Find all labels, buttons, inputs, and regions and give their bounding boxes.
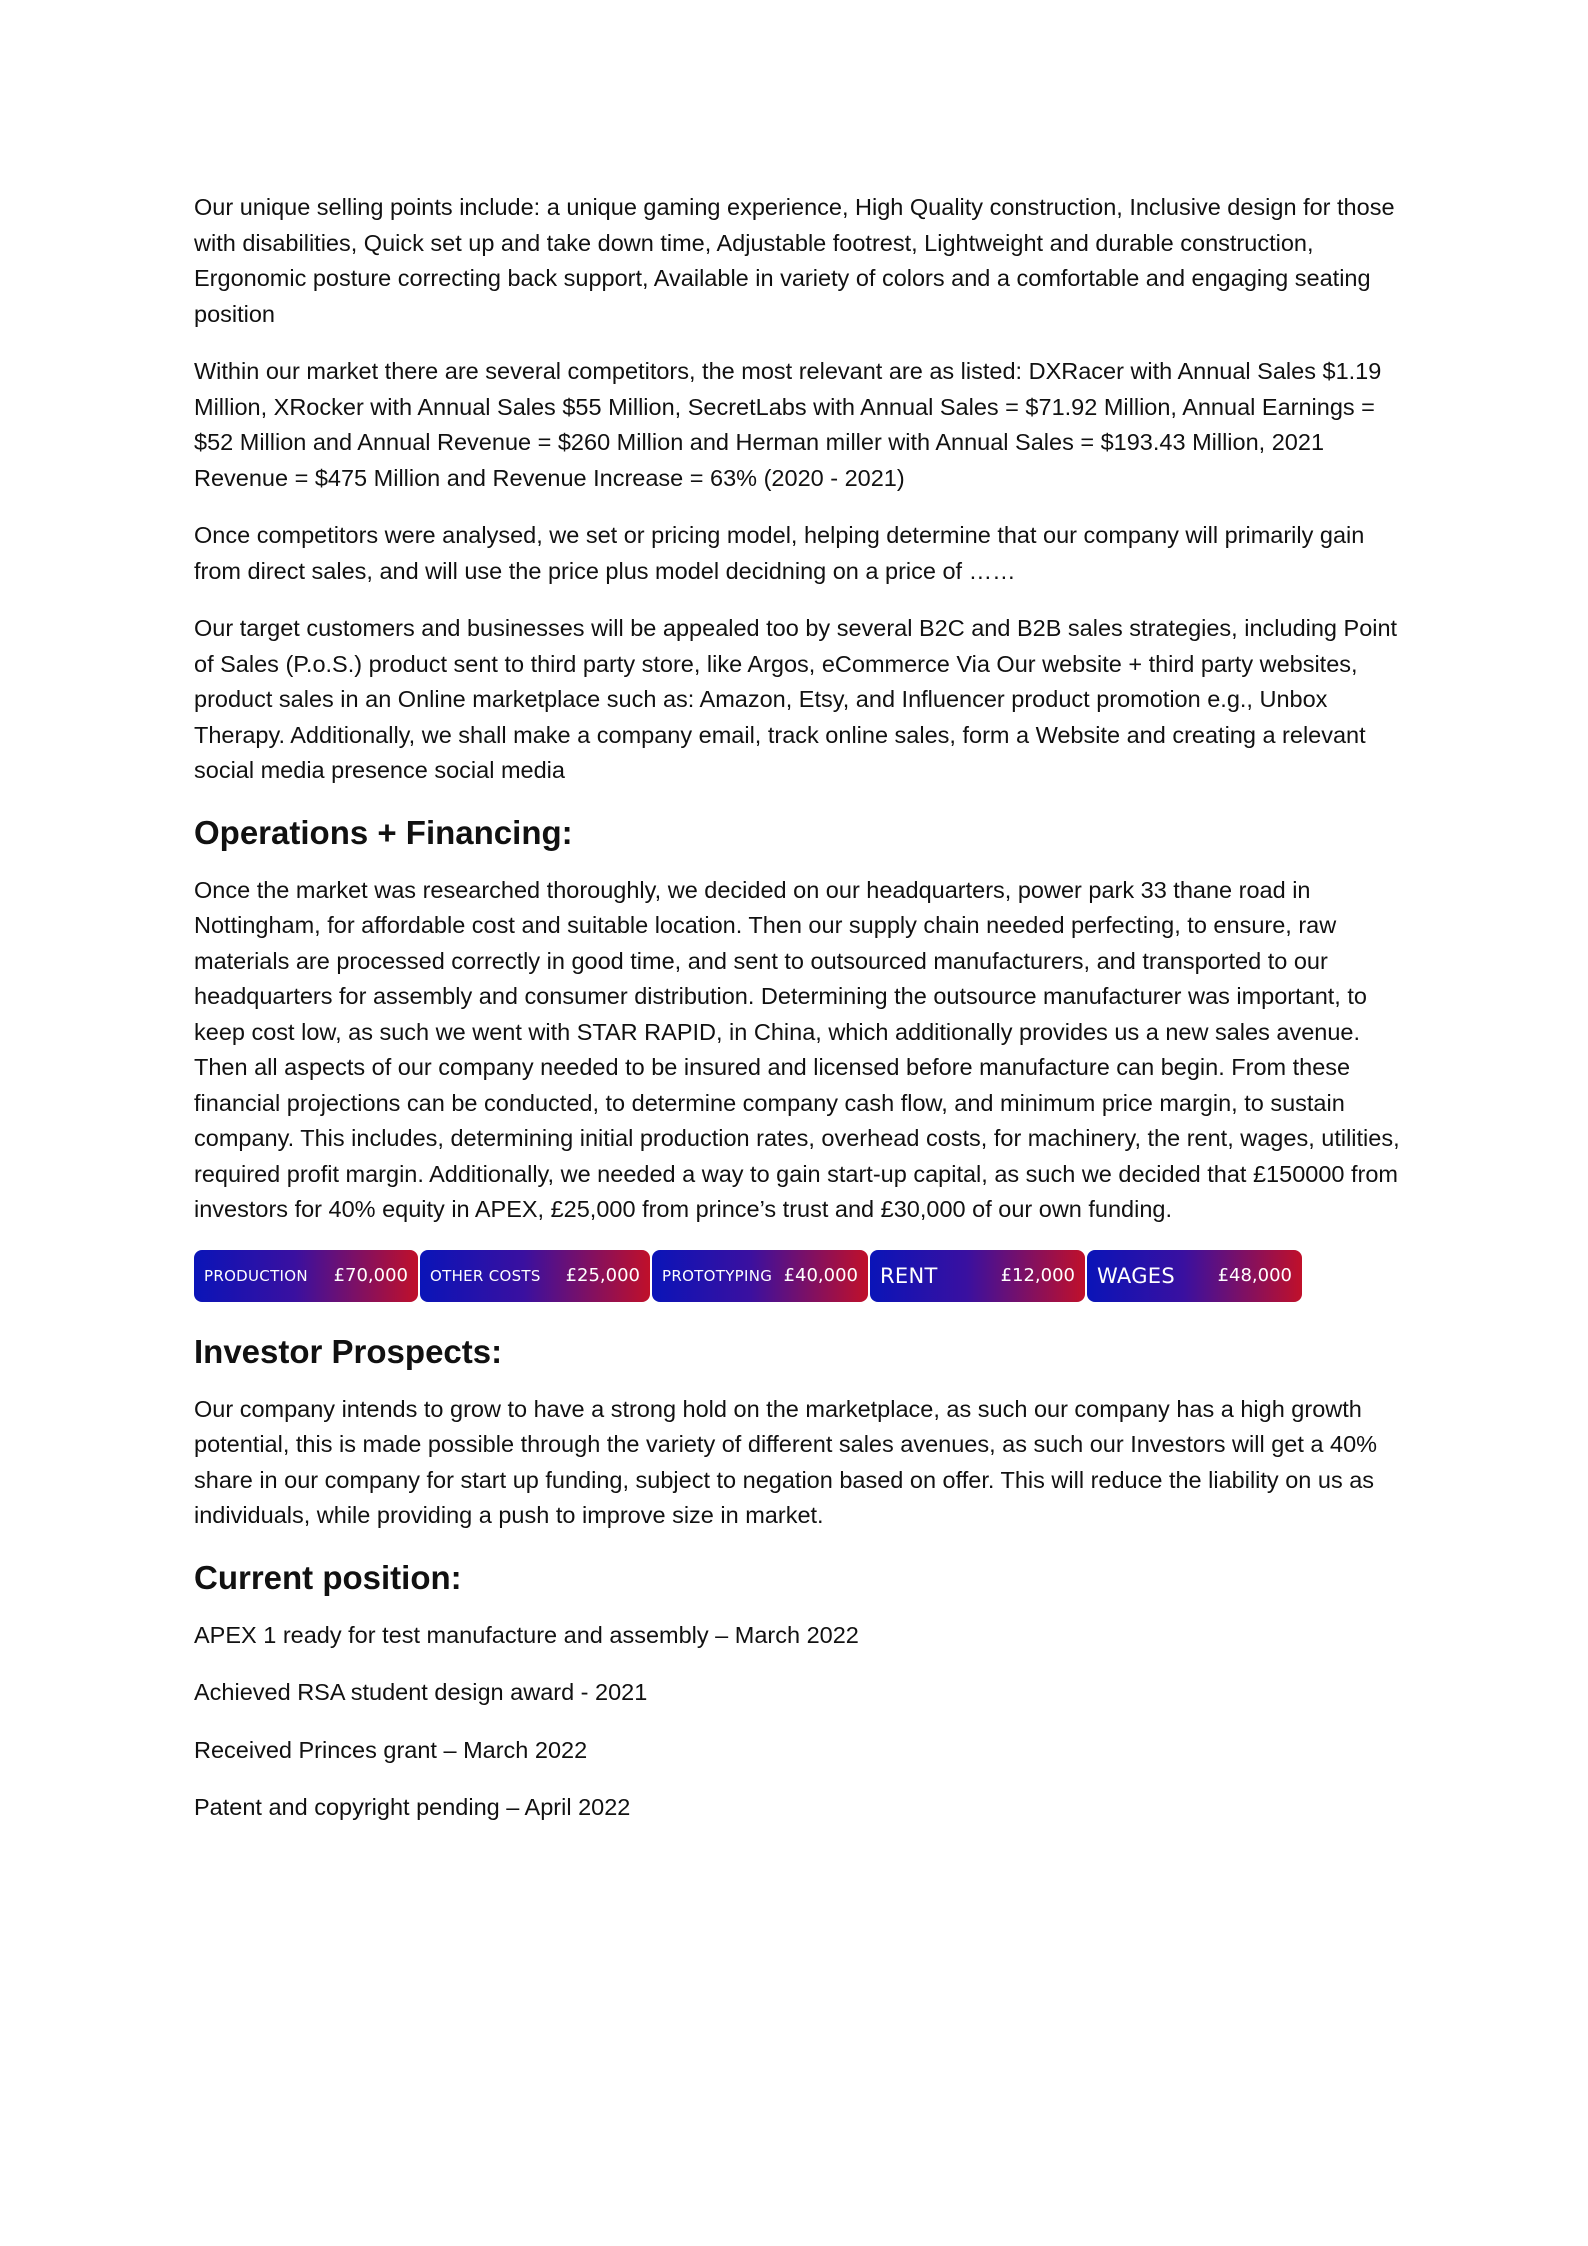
cost-value: £12,000 [1000, 1265, 1075, 1286]
cost-value: £48,000 [1217, 1265, 1292, 1286]
cost-label: OTHER COSTS [430, 1266, 541, 1285]
operations-heading: Operations + Financing: [194, 813, 573, 851]
cost-chip-production [194, 1250, 418, 1302]
cost-label: WAGES [1097, 1263, 1175, 1288]
competitors-paragraph: Within our market there are several competitors, the most relevant are as listed: DXRacer with Annual Sales $1.19 Million, XRocker with Annual Sales $55 Million, SecretLabs with Annual Sales = $71.92 Million, Annual Earnings = $52 Million and Annual Revenue = $260 Million and Herman miller with Annual Sales = $193.43 Million, 2021 Revenue = $475 Million and Revenue Increase = 63% (2020 - 2021) [194, 358, 1382, 491]
operations-paragraph: Once the market was researched thoroughly, we decided on our headquarters, power park 33 thane road in Nottingham, for affordable cost and suitable location. Then our supply chain needed perfecting, to ensure, raw materials are processed correctly in good time, and sent to outsourced manufacturers, and transported to our headquarters for assembly and consumer distribution. Determining the outsource manufacturer was important, to keep cost low, as such we went with STAR RAPID, in China, which additionally provides us a new sales avenue. Then all aspects of our company needed to be insured and licensed before manufacture can begin. From these financial projections can be conducted, to determine company cash flow, and minimum price margin, to sustain company. This includes, determining initial production rates, overhead costs, for machinery, the rent, wages, utilities, required profit margin. Additionally, we needed a way to gain start-up capital, as such we decided that £150000 from investors for 40% equity in APEX, £25,000 from prince’s trust and £30,000 of our own funding. [194, 876, 1400, 1222]
cost-label: PRODUCTION [204, 1266, 308, 1285]
sales-strategy-paragraph: Our target customers and businesses will be appealed too by several B2C and B2B sales strategies, including Point of Sales (P.o.S.) product sent to third party store, like Argos, eCommerce Via Our website + third party websites, product sales in an Online marketplace such as: Amazon, Etsy, and Influencer product promotion e.g., Unbox Therapy. Additionally, we shall make a company email, track online sales, form a Website and creating a relevant social media presence social media [194, 615, 1398, 783]
cost-value: £70,000 [333, 1265, 408, 1286]
document-page [194, 190, 1414, 1848]
pricing-paragraph: Once competitors were analysed, we set or pricing model, helping determine that our company will primarily gain from direct sales, and will use the price plus model decidning on a price of …… [194, 522, 1365, 584]
usp-paragraph: Our unique selling points include: a unique gaming experience, High Quality construction, Inclusive design for those with disabilities, Quick set up and take down time, Adjustable footrest, Lightweight and durable construction, Ergonomic posture correcting back support, Available in variety of colors and a comfortable and engaging seating position [194, 194, 1395, 327]
cost-chip-prototyping [652, 1250, 868, 1302]
cost-value: £40,000 [783, 1265, 858, 1286]
cost-chip-rent [870, 1250, 1085, 1302]
cost-value: £25,000 [565, 1265, 640, 1286]
position-item: APEX 1 ready for test manufacture and assembly – March 2022 [194, 1621, 859, 1648]
cost-label: RENT [880, 1263, 938, 1288]
cost-label: PROTOTYPING [662, 1266, 773, 1285]
investor-heading: Investor Prospects: [194, 1332, 503, 1370]
position-item: Received Princes grant – March 2022 [194, 1736, 588, 1763]
cost-breakdown-bar [194, 1250, 1414, 1302]
investor-paragraph: Our company intends to grow to have a strong hold on the marketplace, as such our company has a high growth potential, this is made possible through the variety of different sales avenues, as such our Investors will get a 40% share in our company for start up funding, subject to negation based on offer. This will reduce the liability on us as individuals, while providing a push to improve size in market. [194, 1395, 1378, 1528]
cost-chip-wages [1087, 1250, 1302, 1302]
current-position-heading: Current position: [194, 1558, 462, 1596]
cost-chip-other-costs [420, 1250, 650, 1302]
position-item: Achieved RSA student design award - 2021 [194, 1679, 648, 1705]
position-item: Patent and copyright pending – April 2022 [194, 1794, 631, 1820]
